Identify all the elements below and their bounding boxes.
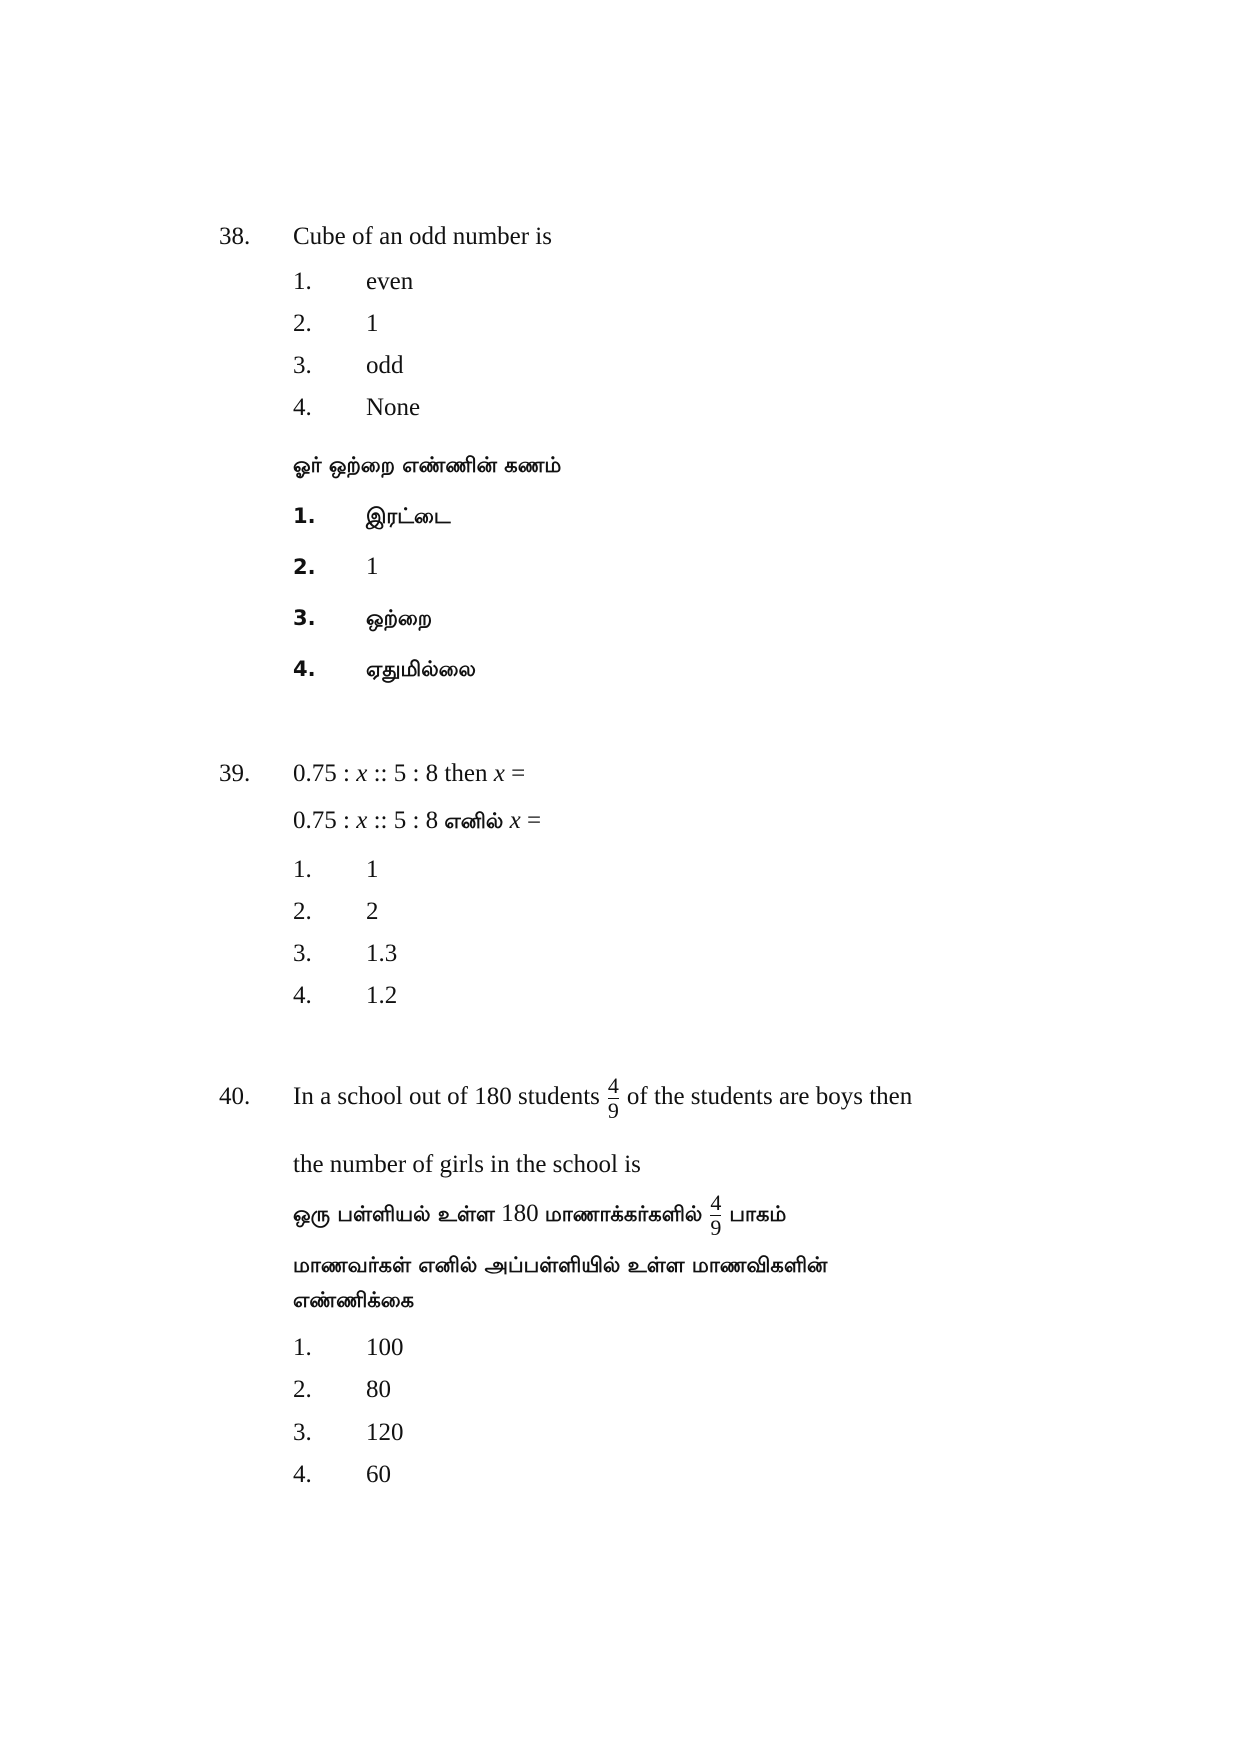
- option-1: [293, 267, 993, 297]
- option-4: [293, 981, 993, 1011]
- option-text: 1.3: [366, 940, 398, 967]
- question-text-tamil-line1: [293, 1188, 786, 1240]
- option-text: இரட்டை: [366, 504, 451, 528]
- option-number: 1.: [293, 856, 312, 883]
- question-text-tamil-line3: எண்ணிக்கை: [293, 1288, 415, 1312]
- option-3: [293, 1418, 993, 1448]
- tamil-option-1: [293, 501, 993, 531]
- ratio-text: 0.75 :: [293, 807, 357, 834]
- option-number: 1.: [293, 268, 312, 295]
- ratio-text: :: 5 : 8: [367, 807, 445, 834]
- fraction: [608, 1074, 619, 1123]
- tamil-option-2: [293, 552, 993, 582]
- fraction-denominator: 9: [710, 1214, 722, 1240]
- option-text: 2: [366, 898, 379, 925]
- option-number: 2.: [293, 310, 312, 337]
- option-4: [293, 1460, 993, 1490]
- option-number: 4.: [293, 394, 312, 421]
- variable-x: x: [356, 807, 368, 834]
- option-3: [293, 939, 993, 969]
- option-2: [293, 309, 993, 339]
- question-text-tamil: ஓர் ஒற்றை எண்ணின் கணம்: [293, 453, 562, 477]
- question-number: 38.: [219, 223, 251, 250]
- option-text: odd: [366, 352, 404, 379]
- option-text: even: [366, 268, 414, 295]
- option-number: 3.: [293, 1419, 312, 1446]
- option-3: [293, 351, 993, 381]
- fraction-numerator: 4: [607, 1072, 619, 1098]
- option-2: [293, 897, 993, 927]
- fraction-numerator: 4: [710, 1189, 722, 1215]
- option-text: 100: [366, 1334, 404, 1361]
- option-number: 3.: [293, 606, 316, 630]
- text-segment: of the students are boys then: [626, 1083, 913, 1110]
- ratio-text: :: 5 : 8 then: [367, 760, 494, 787]
- option-number: 3.: [293, 940, 312, 967]
- option-1: [293, 1333, 993, 1363]
- option-text: 80: [366, 1376, 391, 1403]
- option-2: [293, 1375, 993, 1405]
- option-text: ஏதுமில்லை: [366, 657, 476, 681]
- question-number: 40.: [219, 1083, 251, 1110]
- option-text: ஒற்றை: [366, 606, 433, 630]
- option-number: 2.: [293, 1376, 312, 1403]
- option-number: 4.: [293, 1461, 312, 1488]
- option-number: 3.: [293, 352, 312, 379]
- fraction-denominator: 9: [607, 1097, 619, 1123]
- question-text-english-line2: the number of girls in the school is: [293, 1151, 641, 1178]
- tamil-word: எனில்: [444, 809, 504, 833]
- tamil-segment: மாணாக்கர்களில்: [544, 1202, 703, 1226]
- option-text: 60: [366, 1461, 391, 1488]
- option-text: None: [366, 394, 421, 421]
- option-4: [293, 393, 993, 423]
- fraction: [710, 1191, 721, 1240]
- option-text: 1.2: [366, 982, 398, 1009]
- variable-x: x: [356, 760, 368, 787]
- question-text-tamil-line2: மாணவர்கள் எனில் அப்பள்ளியில் உள்ள மாணவிகளின்: [293, 1253, 828, 1277]
- option-number: 1.: [293, 504, 316, 528]
- equals-sign: =: [520, 807, 542, 834]
- question-text-english: Cube of an odd number is: [293, 223, 552, 250]
- ratio-text: 0.75 :: [293, 760, 357, 787]
- question-text-english-line1: [293, 1068, 912, 1126]
- option-number: 2.: [293, 898, 312, 925]
- question-number: 39.: [219, 760, 251, 787]
- option-number: 2.: [293, 555, 316, 579]
- option-text: 120: [366, 1419, 404, 1446]
- tamil-option-3: [293, 603, 993, 633]
- tamil-segment: ஒரு பள்ளியல் உள்ள: [293, 1202, 495, 1226]
- option-text: 1: [366, 856, 379, 883]
- option-1: [293, 855, 993, 885]
- tamil-option-4: [293, 654, 993, 684]
- text-segment: In a school out of 180 students: [293, 1083, 600, 1110]
- option-text: 1: [366, 310, 379, 337]
- question-text-tamil: [293, 806, 541, 836]
- number-segment: 180: [501, 1200, 539, 1227]
- option-number: 4.: [293, 657, 316, 681]
- option-number: 4.: [293, 982, 312, 1009]
- equals-sign: =: [504, 760, 526, 787]
- question-text-english: [293, 759, 525, 789]
- variable-x: x: [509, 807, 521, 834]
- option-text: 1: [366, 553, 379, 580]
- variable-x: x: [493, 760, 505, 787]
- option-number: 1.: [293, 1334, 312, 1361]
- tamil-segment: பாகம்: [729, 1202, 787, 1226]
